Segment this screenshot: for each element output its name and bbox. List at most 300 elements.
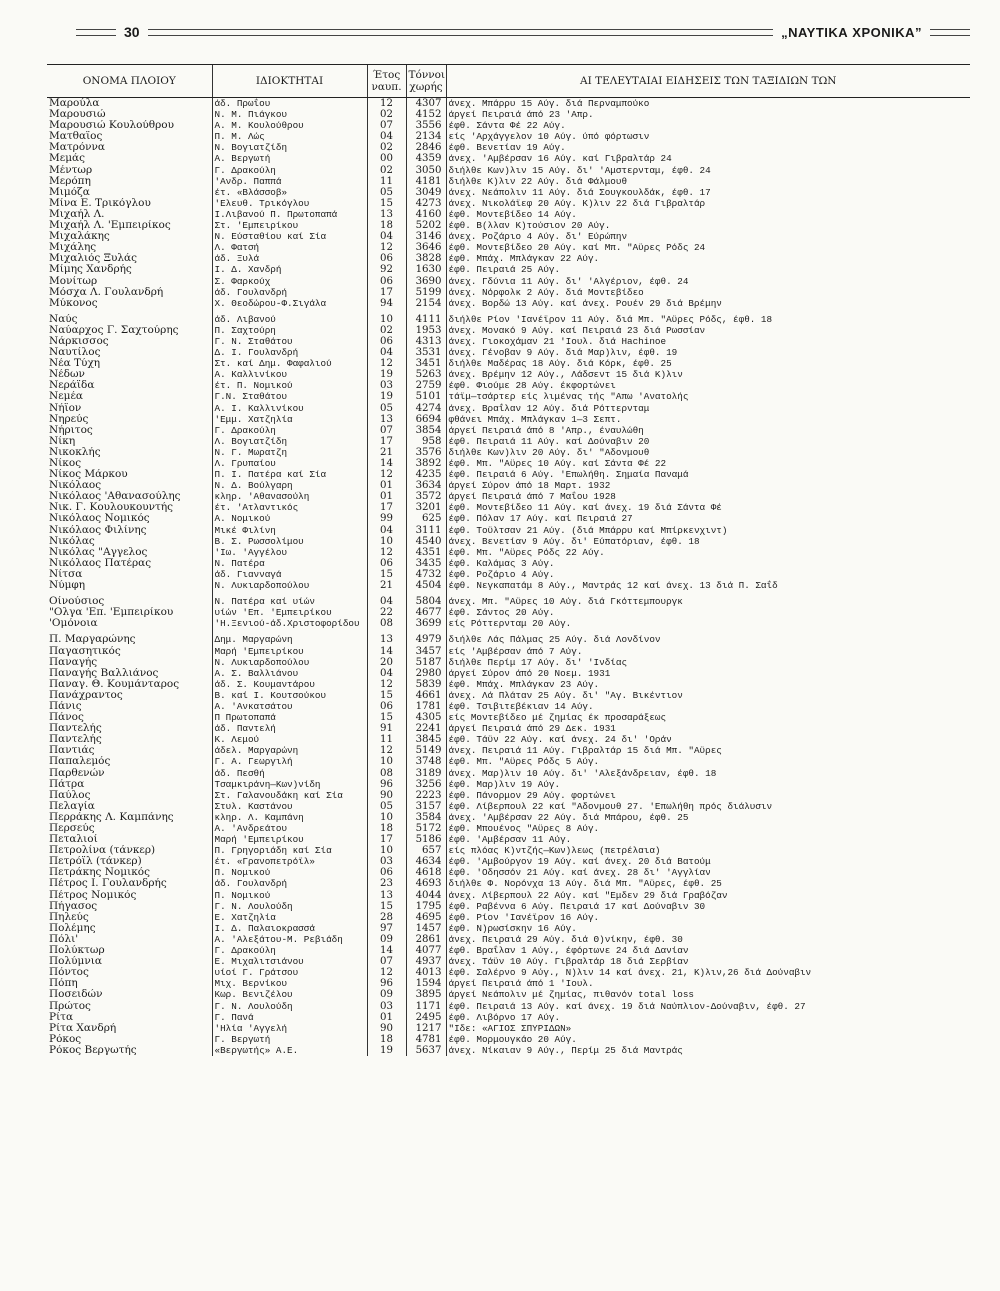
ship-name-cell: Μιμόζα bbox=[49, 186, 90, 198]
table-row bbox=[47, 1045, 970, 1056]
table-row bbox=[47, 369, 970, 380]
build-year-cell: 97 bbox=[367, 923, 406, 934]
tonnage-cell: 3634 bbox=[406, 480, 446, 491]
tonnage-cell: 1781 bbox=[406, 701, 446, 712]
tonnage-cell: 958 bbox=[406, 436, 446, 447]
table-row bbox=[47, 712, 970, 723]
table-row bbox=[47, 513, 970, 524]
table-row bbox=[47, 391, 970, 402]
table-row bbox=[47, 153, 970, 164]
ship-name-cell: Νηρεύς bbox=[49, 413, 89, 425]
owner-cell: Γ. Δρακούλη bbox=[212, 165, 367, 176]
latest-news-cell: άνεχ. Βορδώ 13 Αύγ. καί άνεχ. Ρουέν 29 διά Βρέμην bbox=[446, 298, 970, 309]
build-year-cell: 05 bbox=[367, 403, 406, 414]
tonnage-cell: 2134 bbox=[406, 131, 446, 142]
ship-news-table bbox=[47, 64, 970, 1056]
table-row bbox=[47, 923, 970, 934]
ship-name-cell: Νικόλαος Νομικός bbox=[49, 513, 150, 525]
ship-name-cell: Παντελής bbox=[49, 723, 102, 735]
build-year-cell: 20 bbox=[367, 657, 406, 668]
tonnage-cell: 4160 bbox=[406, 209, 446, 220]
page-header bbox=[76, 22, 970, 42]
tonnage-cell: 5101 bbox=[406, 391, 446, 402]
ship-name-cell: Νίκος Μάρκου bbox=[49, 469, 128, 481]
table-row bbox=[47, 945, 970, 956]
ship-name-cell: Πάνις bbox=[49, 700, 82, 712]
ship-name-cell: Νύμφη bbox=[49, 580, 86, 592]
latest-news-cell: έφθ. Πειραιά 6 Αύγ. 'Επωλήθη. Σημαία Παναμά bbox=[446, 469, 970, 480]
header-rule-right bbox=[930, 29, 970, 36]
tonnage-cell: 4634 bbox=[406, 856, 446, 867]
owner-cell: Ν. Πατέρα bbox=[212, 558, 367, 569]
build-year-cell: 01 bbox=[367, 1012, 406, 1023]
latest-news-cell: διήλθε Κ)λιν 22 Αύγ. διά Φάλμουθ bbox=[446, 176, 970, 187]
tonnage-cell: 4313 bbox=[406, 336, 446, 347]
ship-name-cell: Μύκονος bbox=[49, 297, 98, 309]
tonnage-cell: 4504 bbox=[406, 580, 446, 591]
ship-name-cell: Νικόλας bbox=[49, 535, 95, 547]
table-row bbox=[47, 536, 970, 547]
ship-name-cell: Παναγής bbox=[49, 656, 98, 668]
ship-name-cell: Μόσχα Λ. Γουλανδρή bbox=[49, 286, 164, 298]
owner-cell: 'Ανδρ. Παππά bbox=[212, 176, 367, 187]
tonnage-cell: 3854 bbox=[406, 425, 446, 436]
table-body bbox=[47, 98, 970, 1056]
owner-cell: Ν. Βογιατζίδη bbox=[212, 142, 367, 153]
tonnage-cell: 4274 bbox=[406, 403, 446, 414]
latest-news-cell: άνεχ. Γδύνια 11 Αύγ. δι' 'Αλγέριον, έφθ. 24 bbox=[446, 276, 970, 287]
build-year-cell: 04 bbox=[367, 525, 406, 536]
ship-name-cell: Μεμάς bbox=[49, 153, 85, 165]
table-row bbox=[47, 131, 970, 142]
table-row bbox=[47, 547, 970, 558]
column-header-year-line2: ναυπ. bbox=[371, 81, 402, 93]
table-row bbox=[47, 358, 970, 369]
owner-cell: Γ. Πανά bbox=[212, 1012, 367, 1023]
owner-cell: άδ. Πεσθή bbox=[212, 768, 367, 779]
ship-name-cell: Πάνος bbox=[49, 712, 84, 724]
table-row bbox=[47, 1034, 970, 1045]
latest-news-cell: άργεί Σύρον άπό 20 Νοεμ. 1931 bbox=[446, 668, 970, 679]
table-row bbox=[47, 325, 970, 336]
ship-name-cell: Νικόλας "Αγγελος bbox=[49, 546, 148, 558]
table-row bbox=[47, 768, 970, 779]
build-year-cell: 10 bbox=[367, 756, 406, 767]
tonnage-cell: 4307 bbox=[406, 98, 446, 110]
ship-name-cell: Πανάχραντος bbox=[49, 689, 123, 701]
table-row bbox=[47, 120, 970, 131]
ship-name-cell: Μιχαήλ Λ. 'Εμπειρίκος bbox=[49, 220, 171, 232]
tonnage-cell: 5839 bbox=[406, 679, 446, 690]
build-year-cell: 15 bbox=[367, 569, 406, 580]
owner-cell: Λ. Γρυπαίου bbox=[212, 458, 367, 469]
ship-name-cell: Μερόπη bbox=[49, 175, 91, 187]
tonnage-cell: 2495 bbox=[406, 1012, 446, 1023]
tonnage-cell: 4152 bbox=[406, 109, 446, 120]
latest-news-cell: έφθ. Τοϋλτσαν 21 Αύγ. (διά Μπάρρυ καί Μπίρκενχιντ) bbox=[446, 525, 970, 536]
ship-name-cell: Πρώτος bbox=[49, 1000, 91, 1012]
latest-news-cell: άργεί Σύρον άπό 18 Μαρτ. 1932 bbox=[446, 480, 970, 491]
ship-name-cell: Πηλεύς bbox=[49, 911, 89, 923]
ship-name-cell: 'Ομόνοια bbox=[49, 618, 98, 630]
tonnage-cell: 3584 bbox=[406, 812, 446, 823]
tonnage-cell: 4235 bbox=[406, 469, 446, 480]
latest-news-cell: έφθ. Βραΐλαν 1 Αύγ., έφόρτωνε 24 διά Δανίαν bbox=[446, 945, 970, 956]
build-year-cell: 12 bbox=[367, 547, 406, 558]
owner-cell: Β. καί Ι. Κουτσούκου bbox=[212, 690, 367, 701]
tonnage-cell: 2846 bbox=[406, 142, 446, 153]
ship-name-cell: Παντελής bbox=[49, 734, 102, 746]
build-year-cell: 04 bbox=[367, 347, 406, 358]
table-row bbox=[47, 812, 970, 823]
tonnage-cell: 625 bbox=[406, 513, 446, 524]
column-header-tons-line1: Τόννοι bbox=[408, 69, 446, 81]
latest-news-cell: έφθ. Μοντεβίδεο 11 Αύγ. καί άνεχ. 19 διά Σάντα Φέ bbox=[446, 502, 970, 513]
build-year-cell: 13 bbox=[367, 209, 406, 220]
tonnage-cell: 4677 bbox=[406, 607, 446, 618]
ship-name-cell: Πέτρος Ι. Γουλανδρής bbox=[49, 878, 167, 890]
latest-news-cell: έφθ. Τάϋν 22 Αύγ. καί άνεχ. 24 δι' 'Οράν bbox=[446, 734, 970, 745]
tonnage-cell: 3531 bbox=[406, 347, 446, 358]
latest-news-cell: έφθ. Πάνορμον 29 Αύγ. φορτώνει bbox=[446, 790, 970, 801]
owner-cell: Γ. Βεργωτή bbox=[212, 1034, 367, 1045]
latest-news-cell: "Ιδε: «ΑΓΙΟΣ ΣΠΥΡΙΔΩΝ» bbox=[446, 1023, 970, 1034]
tonnage-cell: 1457 bbox=[406, 923, 446, 934]
column-header-year-line1: Έτος bbox=[372, 69, 401, 81]
latest-news-cell: διήλθε Περίμ 17 Αύγ. δι' 'Ινδίας bbox=[446, 657, 970, 668]
build-year-cell: 07 bbox=[367, 956, 406, 967]
table-row bbox=[47, 956, 970, 967]
owner-cell: Γ.Ν. Σταθάτου bbox=[212, 391, 367, 402]
build-year-cell: 99 bbox=[367, 513, 406, 524]
ship-name-cell: Ναύς bbox=[49, 313, 78, 325]
table-row bbox=[47, 336, 970, 347]
ship-name-cell: Μαρουσιώ bbox=[49, 109, 106, 121]
build-year-cell: 91 bbox=[367, 723, 406, 734]
owner-cell: Δ. Ι. Γουλανδρή bbox=[212, 347, 367, 358]
ship-name-cell: Ναυτίλος bbox=[49, 347, 101, 359]
table-header bbox=[47, 65, 970, 98]
latest-news-cell: έφθ. Μαρ)λιν 19 Αύγ. bbox=[446, 779, 970, 790]
table-row bbox=[47, 901, 970, 912]
table-row bbox=[47, 287, 970, 298]
owner-cell: Π. Μ. Λώς bbox=[212, 131, 367, 142]
column-header-owners: ΙΔΙΟΚΤΗΤΑΙ bbox=[212, 65, 367, 98]
latest-news-cell: έφθ. Ν)ρωσίσκην 16 Αύγ. bbox=[446, 923, 970, 934]
latest-news-cell: άργεί Πειραιά άπό 29 Δεκ. 1931 bbox=[446, 723, 970, 734]
owner-cell: Λ. Βογιατζίδη bbox=[212, 436, 367, 447]
table-row bbox=[47, 220, 970, 231]
ship-name-cell: Μιχαλιός Ξυλάς bbox=[49, 253, 138, 265]
ship-name-cell: Νέδων bbox=[49, 369, 85, 381]
table-row bbox=[47, 447, 970, 458]
table-row bbox=[47, 596, 970, 607]
ship-name-cell: Νικόλαος Πατέρας bbox=[49, 557, 152, 569]
tonnage-cell: 4661 bbox=[406, 690, 446, 701]
latest-news-cell: έφθ. Ροζάριο 4 Αύγ. bbox=[446, 569, 970, 580]
table-row bbox=[47, 690, 970, 701]
latest-news-cell: διήλθε Μαδέρας 18 Αύγ. διά Κόρκ, έφθ. 25 bbox=[446, 358, 970, 369]
latest-news-cell: άνεχ. Πειραιά 11 Αύγ. Γιβραλτάρ 15 διά Μπ. "Αϋρες bbox=[446, 745, 970, 756]
tonnage-cell: 1953 bbox=[406, 325, 446, 336]
latest-news-cell: άνεχ. Ροζάριο 4 Αύγ. δι' Εύρώπην bbox=[446, 231, 970, 242]
publication-title: „ΝΑΥΤΙΚΑ ΧΡΟΝΙΚΑ” bbox=[781, 24, 922, 40]
table-row bbox=[47, 380, 970, 391]
table-row bbox=[47, 646, 970, 657]
build-year-cell: 05 bbox=[367, 187, 406, 198]
ship-name-cell: Παρθενών bbox=[49, 767, 105, 779]
build-year-cell: 17 bbox=[367, 834, 406, 845]
build-year-cell: 09 bbox=[367, 934, 406, 945]
tonnage-cell: 3111 bbox=[406, 525, 446, 536]
column-header-ship-name: ΟΝΟΜΑ ΠΛΟΙΟΥ bbox=[47, 65, 212, 98]
ship-name-cell: Νέα Τύχη bbox=[49, 358, 101, 370]
build-year-cell: 23 bbox=[367, 878, 406, 889]
table-row bbox=[47, 801, 970, 812]
tonnage-cell: 4273 bbox=[406, 198, 446, 209]
tonnage-cell: 2861 bbox=[406, 934, 446, 945]
build-year-cell: 13 bbox=[367, 634, 406, 645]
build-year-cell: 07 bbox=[367, 425, 406, 436]
table-row bbox=[47, 165, 970, 176]
build-year-cell: 06 bbox=[367, 867, 406, 878]
ship-name-cell: Πόλι' bbox=[49, 933, 79, 945]
tonnage-cell: 2223 bbox=[406, 790, 446, 801]
owner-cell: Ι.Λιβανού Π. Πρωτοπαπά bbox=[212, 209, 367, 220]
owner-cell: Α. 'Ανκατσάτου bbox=[212, 701, 367, 712]
build-year-cell: 12 bbox=[367, 469, 406, 480]
table-row bbox=[47, 723, 970, 734]
owner-cell: Ν. Πατέρα καί υίών bbox=[212, 596, 367, 607]
owner-cell: Ι. Δ. Παλαιοκρασσά bbox=[212, 923, 367, 934]
owner-cell: άδ. Λιβανού bbox=[212, 314, 367, 325]
ship-name-cell: Μαρουσιώ Κουλούθρου bbox=[49, 120, 175, 132]
owner-cell: κληρ. Λ. Καμπάνη bbox=[212, 812, 367, 823]
latest-news-cell: έφθ. Πόλαν 17 Αύγ. καί Πειραιά 27 bbox=[446, 513, 970, 524]
owner-cell: έτ. 'Ατλαντικός bbox=[212, 502, 367, 513]
owner-cell: Α. Βεργωτή bbox=[212, 153, 367, 164]
build-year-cell: 10 bbox=[367, 536, 406, 547]
latest-news-cell: έφθ. Σάντος 20 Αύγ. bbox=[446, 607, 970, 618]
tonnage-cell: 4693 bbox=[406, 878, 446, 889]
build-year-cell: 19 bbox=[367, 391, 406, 402]
build-year-cell: 90 bbox=[367, 1023, 406, 1034]
ship-name-cell: Πετράκης Νομικός bbox=[49, 867, 150, 879]
ship-name-cell: Ρίτα Χανδρή bbox=[49, 1022, 117, 1034]
build-year-cell: 17 bbox=[367, 436, 406, 447]
ship-name-cell: Μιχαήλ Λ. bbox=[49, 208, 105, 220]
table-row bbox=[47, 1023, 970, 1034]
table-row bbox=[47, 934, 970, 945]
latest-news-cell: άνεχ. Γιοκοχάμαν 21 'Ιουλ. διά Hachinoe bbox=[446, 336, 970, 347]
table-row bbox=[47, 436, 970, 447]
owner-cell: Γ. Ν. Λουλούδη bbox=[212, 1001, 367, 1012]
page-number: 30 bbox=[124, 24, 140, 40]
table-row bbox=[47, 480, 970, 491]
latest-news-cell: είς 'Αρχάγγελον 10 Αύγ. ύπό φόρτωσιν bbox=[446, 131, 970, 142]
owner-cell: Κωρ. Βενιζέλου bbox=[212, 989, 367, 1000]
ship-name-cell: Μιχάλης bbox=[49, 242, 97, 254]
tonnage-cell: 6694 bbox=[406, 414, 446, 425]
table-row bbox=[47, 198, 970, 209]
owner-cell: έτ. «Βλάσσοβ» bbox=[212, 187, 367, 198]
table-row bbox=[47, 314, 970, 325]
build-year-cell: 17 bbox=[367, 502, 406, 513]
latest-news-cell: άνεχ. Λά Πλάταν 25 Αύγ. δι' "Αγ. Βικέντιον bbox=[446, 690, 970, 701]
ship-name-cell: Π. Μαργαρώνης bbox=[49, 634, 136, 646]
owner-cell: Α. 'Ανδρεάτου bbox=[212, 823, 367, 834]
latest-news-cell: έφθ. Μπουένος "Αϋρες 8 Αύγ. bbox=[446, 823, 970, 834]
header-rule-left bbox=[76, 29, 116, 36]
tonnage-cell: 3457 bbox=[406, 646, 446, 657]
latest-news-cell: έφθ. Μπ. "Αϋρες Ρόδς 22 Αύγ. bbox=[446, 547, 970, 558]
build-year-cell: 94 bbox=[367, 298, 406, 309]
owner-cell: Σ. Φαρκούχ bbox=[212, 276, 367, 287]
ship-name-cell: Πόντος bbox=[49, 967, 89, 979]
table-row bbox=[47, 298, 970, 309]
latest-news-cell: έφθ. Μορμουγκάο 20 Αύγ. bbox=[446, 1034, 970, 1045]
tonnage-cell: 5149 bbox=[406, 745, 446, 756]
latest-news-cell: διήλθε Λάς Πάλμας 25 Αύγ. διά Λονδίνον bbox=[446, 634, 970, 645]
ship-name-cell: Ποσειδών bbox=[49, 989, 103, 1001]
owner-cell: Π. Νομικού bbox=[212, 867, 367, 878]
tonnage-cell: 5187 bbox=[406, 657, 446, 668]
owner-cell: 'Ελευθ. Τρικόγλου bbox=[212, 198, 367, 209]
latest-news-cell: έφθ. Σαλέρνο 9 Αύγ., Ν)λιν 14 καί άνεχ. 21, Κ)λιν,26 διά Δούναβιν bbox=[446, 967, 970, 978]
build-year-cell: 18 bbox=[367, 220, 406, 231]
ship-name-cell: Πεταλιοί bbox=[49, 834, 98, 846]
owner-cell: υίών 'Επ. 'Εμπειρίκου bbox=[212, 607, 367, 618]
tonnage-cell: 1795 bbox=[406, 901, 446, 912]
ship-name-cell: Πήγασος bbox=[49, 900, 98, 912]
build-year-cell: 03 bbox=[367, 856, 406, 867]
build-year-cell: 92 bbox=[367, 264, 406, 275]
owner-cell: Ν. Λυκιαρδοπούλου bbox=[212, 657, 367, 668]
table-row bbox=[47, 607, 970, 618]
tonnage-cell: 4695 bbox=[406, 912, 446, 923]
build-year-cell: 12 bbox=[367, 358, 406, 369]
latest-news-cell: άνεχ. Βρέμην 12 Αύγ., Λάδσεντ 15 διά Κ)λιν bbox=[446, 369, 970, 380]
table-row bbox=[47, 878, 970, 889]
latest-news-cell: άνεχ. 'Αμβέρσαν 22 Αύγ. διά Μπάρου, έφθ. 25 bbox=[446, 812, 970, 823]
ship-name-cell: Μαρούλα bbox=[49, 97, 100, 109]
latest-news-cell: έφθ. Μπάχ. Μπλάγκαν 22 Αύγ. bbox=[446, 253, 970, 264]
build-year-cell: 13 bbox=[367, 414, 406, 425]
table-row bbox=[47, 701, 970, 712]
ship-name-cell: Πολύκτωρ bbox=[49, 945, 105, 957]
table-row bbox=[47, 734, 970, 745]
tonnage-cell: 657 bbox=[406, 845, 446, 856]
table-row bbox=[47, 845, 970, 856]
latest-news-cell: άργεί Νεάπολιν μέ ζημίας, πιθανόν total loss bbox=[446, 989, 970, 1000]
owner-cell: άδ. Ξυλά bbox=[212, 253, 367, 264]
ship-name-cell: Παπαλεμός bbox=[49, 756, 111, 768]
build-year-cell: 09 bbox=[367, 989, 406, 1000]
build-year-cell: 04 bbox=[367, 596, 406, 607]
owner-cell: υίοί Γ. Γράτσου bbox=[212, 967, 367, 978]
ship-name-cell: Ρόκος bbox=[49, 1033, 82, 1045]
latest-news-cell: διήλθε Κων)λιν 15 Αύγ. δι' 'Αμστερνταμ, έφθ. 24 bbox=[446, 165, 970, 176]
ship-name-cell: Πολύμνια bbox=[49, 956, 102, 968]
tonnage-cell: 5637 bbox=[406, 1045, 446, 1056]
tonnage-cell: 4781 bbox=[406, 1034, 446, 1045]
build-year-cell: 12 bbox=[367, 745, 406, 756]
table-row bbox=[47, 242, 970, 253]
owner-cell: Γ. Ν. Λουλούδη bbox=[212, 901, 367, 912]
ship-name-cell: Νάρκισσος bbox=[49, 335, 109, 347]
build-year-cell: 96 bbox=[367, 978, 406, 989]
owner-cell: κληρ. 'Αθανασούλη bbox=[212, 491, 367, 502]
owner-cell: Π Πρωτοπαπά bbox=[212, 712, 367, 723]
tonnage-cell: 4540 bbox=[406, 536, 446, 547]
owner-cell: Μιχ. Βερνίκου bbox=[212, 978, 367, 989]
table-row bbox=[47, 867, 970, 878]
tonnage-cell: 4359 bbox=[406, 153, 446, 164]
owner-cell: Στ. καί Δημ. Φαφαλιού bbox=[212, 358, 367, 369]
latest-news-cell: άνεχ. Νικολάϊεφ 20 Αύγ. Κ)λιν 22 διά Γιβραλτάρ bbox=[446, 198, 970, 209]
table-row bbox=[47, 425, 970, 436]
latest-news-cell: είς 'Αμβέρσαν άπό 7 Αύγ. bbox=[446, 646, 970, 657]
latest-news-cell: έφθ. Μπάχ. Μπλάγκαν 23 Αύγ. bbox=[446, 679, 970, 690]
ship-name-cell: Νίκη bbox=[49, 435, 76, 447]
owner-cell: Γ. Δρακούλη bbox=[212, 425, 367, 436]
tonnage-cell: 4305 bbox=[406, 712, 446, 723]
table-row bbox=[47, 414, 970, 425]
owner-cell: Ν. Λυκιαρδοπούλου bbox=[212, 580, 367, 591]
latest-news-cell: άνεχ. Μονακό 9 Αύγ. καί Πειραιά 23 διά Ρωσσίαν bbox=[446, 325, 970, 336]
build-year-cell: 14 bbox=[367, 646, 406, 657]
table-row bbox=[47, 890, 970, 901]
build-year-cell: 14 bbox=[367, 458, 406, 469]
owner-cell: Στυλ. Καστάνου bbox=[212, 801, 367, 812]
ship-name-cell: Πελαγία bbox=[49, 800, 95, 812]
owner-cell: Ν. Εύσταθίου καί Σία bbox=[212, 231, 367, 242]
owner-cell: Ν. Δ. Βούλγαρη bbox=[212, 480, 367, 491]
table-row bbox=[47, 912, 970, 923]
ship-name-cell: Νικόλαος Φιλίνης bbox=[49, 524, 147, 536]
latest-news-cell: είς Ρόττερνταμ 20 Αύγ. bbox=[446, 618, 970, 629]
owner-cell: Χ. Θεοδώρου-Φ.Σιγάλα bbox=[212, 298, 367, 309]
latest-news-cell: έφθ. Καλάμας 3 Αύγ. bbox=[446, 558, 970, 569]
latest-news-cell: άνεχ. Γένοβαν 9 Αύγ. διά Μαρ)λιν, έφθ. 19 bbox=[446, 347, 970, 358]
build-year-cell: 02 bbox=[367, 165, 406, 176]
tonnage-cell: 4979 bbox=[406, 634, 446, 645]
build-year-cell: 12 bbox=[367, 967, 406, 978]
ship-name-cell: Παντιάς bbox=[49, 745, 95, 757]
tonnage-cell: 4044 bbox=[406, 890, 446, 901]
owner-cell: Π. Γρηγοριάδη καί Σία bbox=[212, 845, 367, 856]
owner-cell: Γ. Α. Γεωργιλή bbox=[212, 756, 367, 767]
latest-news-cell: διήλθε Ρίον 'Ιανέϊρον 11 Αύγ. διά Μπ. "Αϋρες Ρόδς, έφθ. 18 bbox=[446, 314, 970, 325]
ship-name-cell: Πετρόϊλ (τάνκερ) bbox=[49, 856, 142, 868]
build-year-cell: 19 bbox=[367, 1045, 406, 1056]
build-year-cell: 00 bbox=[367, 153, 406, 164]
column-header-news: ΑΙ ΤΕΛΕΥΤΑΙΑΙ ΕΙΔΗΣΕΙΣ ΤΩΝ ΤΑΞΙΔΙΩΝ ΤΩΝ bbox=[446, 65, 970, 98]
ship-name-cell: Ρίτα bbox=[49, 1011, 74, 1023]
ship-name-cell: Ρόκος Βεργωτής bbox=[49, 1044, 137, 1056]
ship-name-cell: Νίτσα bbox=[49, 568, 83, 580]
tonnage-cell: 3157 bbox=[406, 801, 446, 812]
tonnage-cell: 3189 bbox=[406, 768, 446, 779]
ship-name-cell: Νικόλαος bbox=[49, 480, 102, 492]
tonnage-cell: 4732 bbox=[406, 569, 446, 580]
build-year-cell: 11 bbox=[367, 734, 406, 745]
ship-name-cell: Μίνα Ε. Τρικόγλου bbox=[49, 197, 151, 209]
build-year-cell: 02 bbox=[367, 109, 406, 120]
table-row bbox=[47, 1012, 970, 1023]
table-row bbox=[47, 276, 970, 287]
owner-cell: Δημ. Μαργαρώνη bbox=[212, 634, 367, 645]
